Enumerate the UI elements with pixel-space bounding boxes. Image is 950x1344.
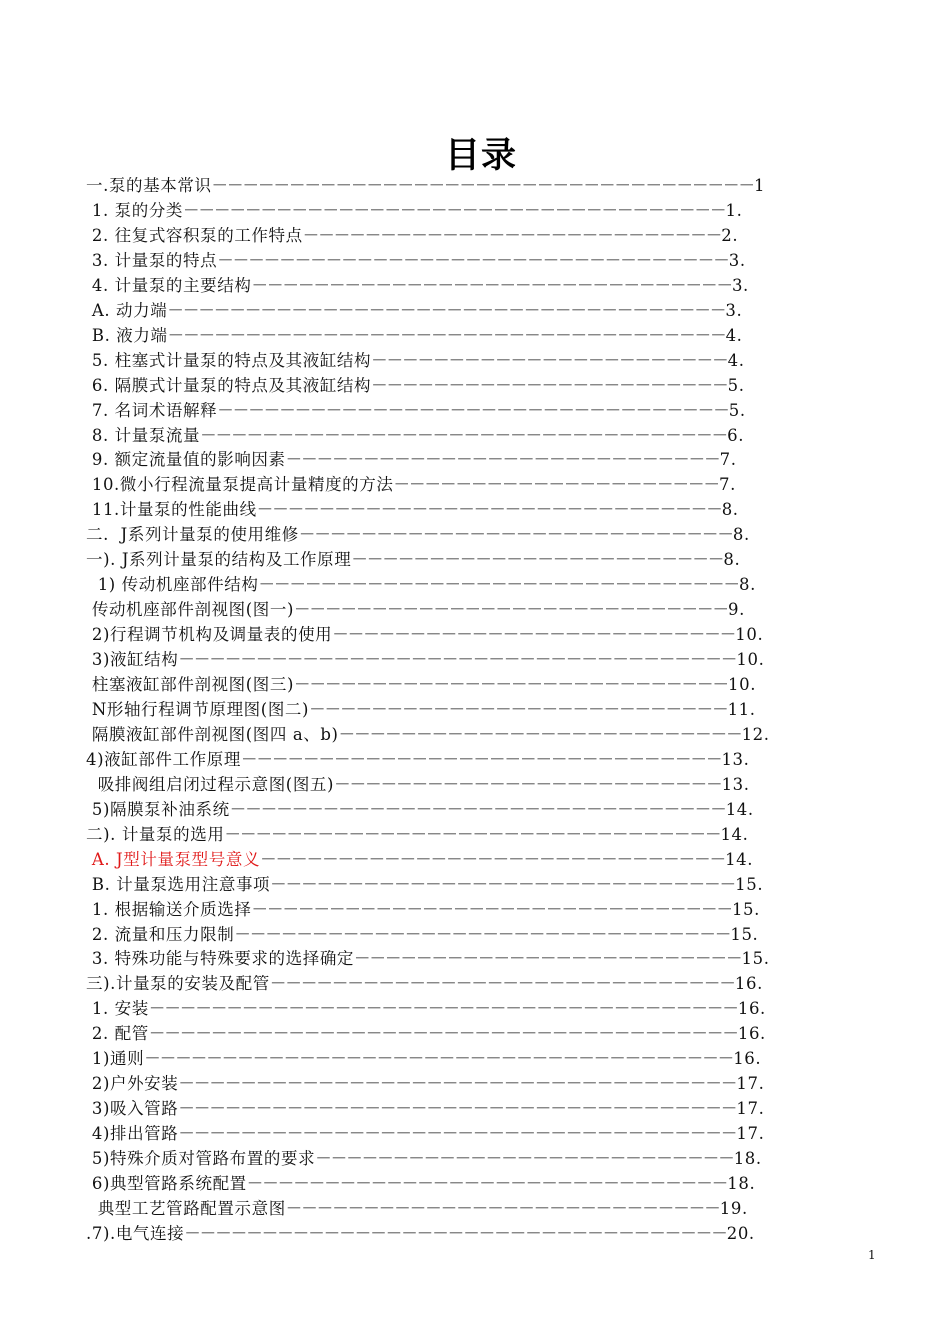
- toc-entry-page: 16.: [734, 974, 763, 994]
- toc-leader: －－－－－－－－－－－－－－－－－－－－－－－－－－－－－－－－: [234, 924, 731, 944]
- toc-entry[interactable]: [86, 399, 746, 423]
- toc-leader: －－－－－－－－－－－－－－－－－－－－－－－－－－: [338, 724, 742, 744]
- toc-entry-title: A. J型计量泵型号意义: [86, 849, 261, 869]
- toc-entry-title: 3. 特殊功能与特殊要求的选择确定: [86, 949, 355, 969]
- toc-leader: －－－－－－－－－－－－－－－－－－－－－－－: [371, 350, 728, 370]
- toc-entry-page: 8.: [721, 500, 739, 520]
- toc-entry[interactable]: [86, 1147, 762, 1171]
- toc-entry-title: 三).计量泵的安装及配管: [86, 974, 270, 994]
- toc-entry[interactable]: [86, 523, 750, 547]
- toc-entry-title: 典型工艺管路配置示意图: [86, 1198, 286, 1218]
- toc-leader: －－－－－－－－－－－－－－－－－－－－－－－－－－－－－－－－－: [217, 400, 729, 420]
- toc-entry-title: 10.微小行程流量泵提高计量精度的方法: [86, 475, 394, 495]
- toc-entry-title: 3. 计量泵的特点: [86, 250, 218, 270]
- toc-leader: －－－－－－－－－－－－－－－－－－－－－－－－－－－－－－－－－－－: [184, 1223, 727, 1243]
- toc-entry[interactable]: [86, 498, 739, 522]
- toc-leader: －－－－－－－－－－－－－－－－－－－－－－－－－－－－－－－: [240, 749, 722, 769]
- toc-entry[interactable]: [86, 773, 750, 797]
- toc-entry-title: 2. 配管: [86, 1024, 149, 1044]
- toc-entry[interactable]: [86, 748, 749, 772]
- toc-leader: －－－－－－－－－－－－－－－－－－－－－－－－－－－－－－－－－－－－: [167, 325, 726, 345]
- toc-entry[interactable]: [86, 972, 763, 996]
- toc-entry[interactable]: [86, 1022, 766, 1046]
- toc-entry-page: 2.: [721, 225, 739, 245]
- toc-entry-page: 10.: [735, 625, 764, 645]
- toc-entry[interactable]: [86, 873, 763, 897]
- toc-entry-page: 15.: [741, 949, 770, 969]
- toc-entry[interactable]: [86, 573, 756, 597]
- toc-entry-title: 1) 传动机座部件结构: [86, 575, 259, 595]
- toc-entry-page: 15.: [731, 899, 760, 919]
- toc-entry-title: B. 液力端: [86, 325, 168, 345]
- toc-entry-title: 6. 隔膜式计量泵的特点及其液缸结构: [86, 375, 372, 395]
- toc-entry[interactable]: [86, 623, 763, 647]
- toc-entry-title: 5)特殊介质对管路布置的要求: [86, 1149, 316, 1169]
- toc-entry-title: 11.计量泵的性能曲线: [86, 500, 257, 520]
- toc-entry-title: 1. 泵的分类: [86, 200, 184, 220]
- toc-entry-title: 5)隔膜泵补油系统: [86, 799, 230, 819]
- toc-entry-page: 17.: [736, 1099, 765, 1119]
- toc-entry-title: 3)液缸结构: [86, 650, 179, 670]
- toc-entry-page: 12.: [741, 724, 770, 744]
- toc-leader: －－－－－－－－－－－－－－－－－－－－－－－－－－－－－－: [270, 874, 736, 894]
- toc-entry[interactable]: [86, 249, 746, 273]
- toc-leader: －－－－－－－－－－－－－－－－－－－－－－－－－－－－－－－－－－－－－－: [148, 999, 738, 1019]
- toc-entry-page: 19.: [719, 1198, 748, 1218]
- toc-entry-page: 10.: [728, 675, 757, 694]
- toc-leader: －－－－－－－－－－－－－－－－－－－－－－－－－－－－: [298, 525, 733, 545]
- toc-entry-page: 5.: [728, 400, 746, 420]
- toc-leader: －－－－－－－－－－－－－－－－－－－－－－－－－－－－: [285, 450, 720, 470]
- toc-leader: －－－－－－－－－－－－－－－－－－－－－－－－－－－－－－－－－－－: [183, 200, 726, 220]
- toc-leader: －－－－－－－－－－－－－－－－－－－－－－－: [371, 375, 728, 395]
- toc-entry[interactable]: [86, 548, 740, 572]
- toc-entry-title: B. 计量泵选用注意事项: [86, 874, 271, 894]
- toc-entry-page: 18.: [733, 1149, 762, 1169]
- toc-entry[interactable]: [86, 1122, 764, 1146]
- toc-entry-page: 13.: [721, 749, 750, 769]
- toc-entry-page: 7.: [719, 475, 736, 495]
- toc-entry[interactable]: [86, 598, 745, 622]
- toc-entry-title: 一). J系列计量泵的结构及工作原理: [86, 550, 352, 570]
- toc-entry[interactable]: [86, 1072, 764, 1096]
- toc-leader: －－－－－－－－－－－－－－－－－－－－－－－－－－－－－－－－－－: [200, 425, 728, 445]
- toc-leader: －－－－－－－－－－－－－－－－－－－－－－－－－－－－－－－－: [229, 799, 726, 819]
- toc-leader: －－－－－－－－－－－－－－－－－－－－－－－－－－－: [315, 1149, 734, 1169]
- toc-entry-title: 6)典型管路系统配置: [86, 1174, 247, 1193]
- toc-entry-title: 二. J系列计量泵的使用维修: [86, 525, 299, 545]
- toc-leader: －－－－－－－－－－－－－－－－－－－－－－－－－－－－: [294, 600, 729, 620]
- toc-entry-title: 一.泵的基本常识: [86, 176, 212, 195]
- toc-entry[interactable]: [86, 947, 770, 971]
- toc-entry[interactable]: [86, 1047, 761, 1071]
- toc-entry[interactable]: [86, 848, 753, 872]
- toc-entry-page: 3.: [728, 250, 746, 270]
- toc-entry[interactable]: [86, 798, 754, 822]
- toc-entry-page: 20.: [726, 1223, 755, 1243]
- toc-leader: －－－－－－－－－－－－－－－－－－－－－－－－－－－－－－: [260, 849, 726, 869]
- toc-entry-page: 1.: [725, 200, 743, 220]
- toc-leader: －－－－－－－－－－－－－－－－－－－－－－－－－－: [332, 625, 736, 645]
- toc-leader: －－－－－－－－－－－－－－－－－－－－－－－－－－－－－－: [269, 974, 735, 994]
- toc-entry-page: 8.: [723, 550, 741, 570]
- toc-entry[interactable]: [86, 673, 756, 697]
- toc-entry[interactable]: [86, 997, 766, 1021]
- toc-entry-page: 15.: [735, 874, 764, 894]
- toc-entry[interactable]: [86, 473, 736, 497]
- toc-entry[interactable]: [86, 648, 764, 672]
- toc-entry-title: 8. 计量泵流量: [86, 425, 201, 445]
- toc-entry-page: 3.: [731, 275, 749, 295]
- toc-leader: －－－－－－－－－－－－－－－－－－－－－－－－－－－－－－－－－－－－: [178, 650, 737, 670]
- toc-entry-page: 16.: [733, 1049, 762, 1069]
- toc-entry-title: 2)行程调节机构及调量表的使用: [86, 625, 333, 645]
- toc-entry-title: 9. 额定流量值的影响因素: [86, 450, 286, 470]
- toc-entry-page: 16.: [737, 999, 766, 1019]
- toc-leader: －－－－－－－－－－－－－－－－－－－－－－－－－－－－－－－－－－－－: [178, 1124, 737, 1144]
- toc-leader: －－－－－－－－－－－－－－－－－－－－－－－－－－－－: [285, 1198, 720, 1218]
- toc-leader: －－－－－－－－－－－－－－－－－－－－－－－－－－－－－－－－－－－－: [167, 300, 726, 320]
- toc-entry[interactable]: [86, 274, 749, 298]
- toc-entry-page: 10.: [736, 650, 765, 670]
- toc-entry-title: 传动机座部件剖视图(图一): [86, 600, 295, 620]
- toc-entry-page: 8.: [738, 575, 756, 595]
- toc-entry-title: 隔膜液缸部件剖视图(图四 a、b): [86, 724, 339, 744]
- toc-leader: －－－－－－－－－－－－－－－－－－－－－－－－－－－－－－－－－－－－－－: [144, 1049, 734, 1069]
- toc-entry-page: 1: [754, 176, 766, 195]
- toc-entry-title: 2. 流量和压力限制: [86, 924, 235, 944]
- toc-entry[interactable]: [86, 374, 745, 398]
- toc-entry-page: 4.: [727, 350, 745, 370]
- toc-entry-title: A. 动力端: [86, 300, 168, 320]
- toc-entry[interactable]: [86, 1197, 748, 1221]
- toc-entry[interactable]: [86, 349, 745, 373]
- toc-entry-title: 4)液缸部件工作原理: [86, 749, 241, 769]
- toc-leader: －－－－－－－－－－－－－－－－－－－－－: [393, 475, 719, 495]
- toc-entry-title: 7. 名词术语解释: [86, 400, 218, 420]
- toc-entry-title: 2)户外安装: [86, 1074, 179, 1094]
- toc-entry[interactable]: [86, 1097, 764, 1121]
- toc-entry[interactable]: [86, 1222, 755, 1246]
- toc-entry[interactable]: [86, 324, 743, 348]
- page-title: 目录: [444, 136, 517, 176]
- toc-entry-page: 14.: [725, 849, 754, 869]
- toc-entry[interactable]: [86, 299, 742, 323]
- toc-leader: －－－－－－－－－－－－－－－－－－－－－－－－－: [334, 774, 722, 794]
- toc-leader: －－－－－－－－－－－－－－－－－－－－－－－－－－－－－－－: [251, 899, 732, 919]
- toc-entry-title: N形轴行程调节原理图(图二): [86, 699, 310, 719]
- toc-entry-title: 1. 安装: [86, 999, 149, 1019]
- toc-entry-title: 柱塞液缸部件剖视图(图三): [86, 675, 295, 694]
- toc-entry-page: 11.: [727, 699, 756, 719]
- toc-entry-title: .7).电气连接: [86, 1223, 185, 1243]
- toc-entry-page: 17.: [736, 1124, 765, 1144]
- toc-leader: －－－－－－－－－－－－－－－－－－－－－－－－－－－－－－－－－－－－: [178, 1099, 737, 1119]
- toc-entry[interactable]: [86, 923, 758, 947]
- toc-leader: －－－－－－－－－－－－－－－－－－－－－－－－－－－－－－－－－－－: [211, 176, 755, 195]
- toc-entry[interactable]: [86, 174, 765, 198]
- toc-entry[interactable]: [86, 898, 760, 922]
- toc-entry[interactable]: [86, 448, 737, 472]
- toc-entry-page: 14.: [720, 824, 749, 844]
- toc-entry[interactable]: [86, 424, 744, 448]
- toc-entry-page: 13.: [721, 774, 750, 794]
- toc-entry[interactable]: [86, 1172, 755, 1196]
- toc-entry-page: 7.: [719, 450, 737, 470]
- toc-entry[interactable]: [86, 199, 743, 223]
- toc-entry-page: 4.: [725, 325, 743, 345]
- toc-entry-page: 5.: [727, 375, 745, 395]
- toc-leader: －－－－－－－－－－－－－－－－－－－－－－－－－－－－: [294, 675, 729, 694]
- toc-entry[interactable]: [86, 698, 756, 722]
- toc-entry[interactable]: [86, 224, 738, 248]
- toc-leader: －－－－－－－－－－－－－－－－－－－－－－－－－－－－－－－: [251, 275, 732, 295]
- toc-entry-title: 二). 计量泵的选用: [86, 824, 225, 844]
- toc-leader: －－－－－－－－－－－－－－－－－－－－－－－－－－－－－－－－－－－－－－: [148, 1024, 738, 1044]
- toc-entry-page: 15.: [730, 924, 759, 944]
- toc-entry-page: 16.: [737, 1024, 766, 1044]
- toc-entry-title: 4. 计量泵的主要结构: [86, 275, 252, 295]
- toc-entry-title: 吸排阀组启闭过程示意图(图五): [86, 774, 335, 794]
- toc-entry-page: 6.: [727, 425, 745, 445]
- toc-entry[interactable]: [86, 723, 770, 747]
- toc-entry-page: 18.: [727, 1174, 756, 1193]
- toc-leader: －－－－－－－－－－－－－－－－－－－－－－－－－: [354, 949, 742, 969]
- toc-entry-title: 5. 柱塞式计量泵的特点及其液缸结构: [86, 350, 372, 370]
- toc-leader: －－－－－－－－－－－－－－－－－－－－－－－－－－－－－－: [256, 500, 722, 520]
- toc-leader: －－－－－－－－－－－－－－－－－－－－－－－－: [351, 550, 724, 570]
- toc-leader: －－－－－－－－－－－－－－－－－－－－－－－－－－－－－－－: [246, 1174, 728, 1193]
- toc-entry-title: 3)吸入管路: [86, 1099, 179, 1119]
- toc-leader: －－－－－－－－－－－－－－－－－－－－－－－－－－－－－－－: [258, 575, 739, 595]
- toc-entry-page: 8.: [732, 525, 750, 545]
- toc-leader: －－－－－－－－－－－－－－－－－－－－－－－－－－－－－－－－: [224, 824, 721, 844]
- toc-entry-title: 1)通则: [86, 1049, 145, 1069]
- toc-entry-page: 3.: [725, 300, 743, 320]
- toc-leader: －－－－－－－－－－－－－－－－－－－－－－－－－－－－－－－－－－－－: [178, 1074, 737, 1094]
- toc-leader: －－－－－－－－－－－－－－－－－－－－－－－－－－－: [309, 699, 728, 719]
- toc-entry[interactable]: [86, 823, 748, 847]
- toc-entry-page: 17.: [736, 1074, 765, 1094]
- toc-leader: －－－－－－－－－－－－－－－－－－－－－－－－－－－: [302, 225, 722, 245]
- toc-leader: －－－－－－－－－－－－－－－－－－－－－－－－－－－－－－－－－: [217, 250, 729, 270]
- page-number: 1: [868, 1248, 876, 1262]
- toc-entry-page: 9.: [728, 600, 745, 620]
- toc-entry-title: 1. 根据输送介质选择: [86, 899, 252, 919]
- toc-entry-page: 14.: [725, 799, 754, 819]
- toc-entry-title: 4)排出管路: [86, 1124, 179, 1144]
- toc-entry-title: 2. 往复式容积泵的工作特点: [86, 225, 303, 245]
